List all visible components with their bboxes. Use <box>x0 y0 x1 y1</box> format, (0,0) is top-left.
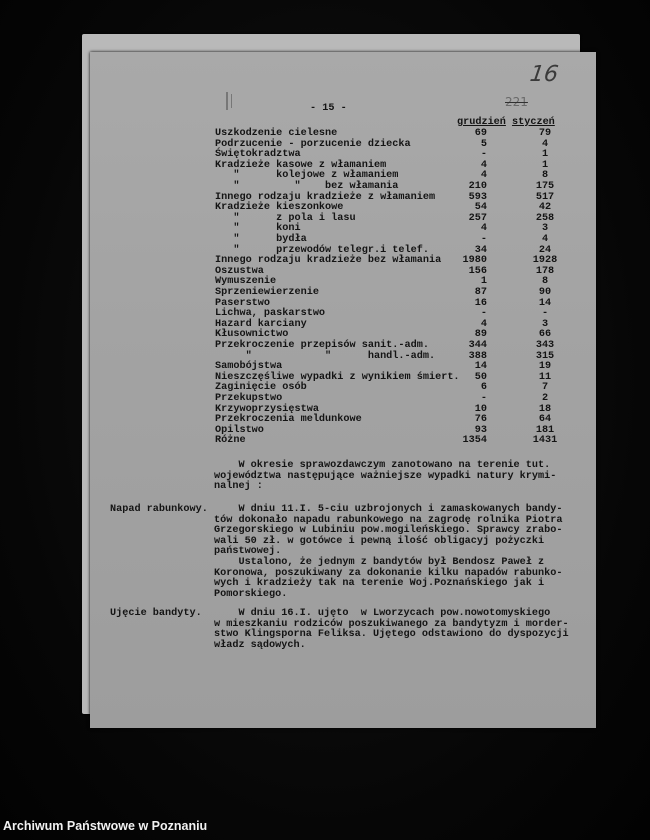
value-december: 4 <box>480 318 487 330</box>
value-december: 5 <box>480 138 487 150</box>
row-label: Podrzucenie - porzucenie dziecka <box>215 138 411 150</box>
value-january: 90 <box>538 287 552 298</box>
row-label: Samobójstwa <box>215 361 283 373</box>
value-december: - <box>480 308 487 320</box>
value-january: 258 <box>535 212 555 224</box>
value-january: 517 <box>535 191 555 203</box>
table-row <box>215 415 565 426</box>
value-january: 315 <box>535 350 555 362</box>
value-december: 593 <box>468 191 487 203</box>
value-december: 50 <box>474 371 487 383</box>
paragraph-line: województwa następujące ważniejsze wypadki natury krymi- <box>214 470 557 482</box>
value-january: 11 <box>538 371 552 383</box>
archive-label: Archiwum Państwowe w Poznaniu <box>3 819 208 833</box>
value-january: 3 <box>541 318 549 330</box>
section-line: W dniu 11.I. 5-ciu uzbrojonych i zamaskowanych bandy- <box>214 504 563 515</box>
row-label: Przekroczenie przepisów sanit.-adm. <box>215 340 429 351</box>
table-row <box>215 288 565 299</box>
row-label: Przekupstwo <box>215 393 283 404</box>
value-december: 76 <box>474 414 487 426</box>
row-label: Opilstwo <box>215 424 264 436</box>
value-december: 6 <box>480 382 487 394</box>
paragraph-line: W okresie sprawozdawczym zanotowano na terenie tut. <box>214 460 551 471</box>
value-december: 210 <box>468 181 487 192</box>
value-january: 4 <box>541 234 549 245</box>
row-label: Krzywoprzysięstwa <box>215 403 319 415</box>
table-row <box>215 129 565 140</box>
table-row <box>215 256 565 267</box>
row-label: " koni <box>215 223 301 235</box>
row-label: Paserstwo <box>215 297 271 309</box>
value-january: 1 <box>541 159 549 171</box>
value-january: 3 <box>541 223 549 235</box>
value-january: 343 <box>535 340 555 351</box>
value-january: 79 <box>538 128 552 139</box>
value-december: 93 <box>474 424 487 436</box>
section-line: w mieszkaniu rodziców poszukiwanego za bandytyzm i morder- <box>214 618 569 630</box>
row-label: Zaginięcie osób <box>215 382 307 394</box>
value-january: - <box>541 308 549 320</box>
section-line: państwowej. <box>214 546 282 558</box>
value-december: 14 <box>474 361 487 373</box>
table-row <box>215 341 565 352</box>
value-december: 87 <box>474 287 487 298</box>
value-january: 1928 <box>532 255 558 267</box>
row-label: " " bez włamania <box>215 181 399 192</box>
value-january: 4 <box>541 138 549 150</box>
section-heading: Napad rabunkowy. <box>110 504 208 515</box>
struck-folio-number: 221 <box>505 95 528 109</box>
value-january: 1 <box>541 149 549 161</box>
row-label: " przewodów telegr.i telef. <box>215 244 429 256</box>
value-january: 178 <box>535 265 555 277</box>
value-january: 18 <box>538 403 552 415</box>
value-december: 16 <box>474 297 487 309</box>
value-january: 2 <box>541 393 549 404</box>
pencil-mark <box>231 94 232 108</box>
value-december: 257 <box>468 212 487 224</box>
row-label: " bydła <box>215 234 307 245</box>
section-heading: Ujęcie bandyty. <box>110 608 202 619</box>
row-label: " kolejowe z włamaniem <box>215 170 399 182</box>
section-line: Ustalono, że jednym z bandytów był Bendosz Paweł z <box>214 557 545 568</box>
row-label: Wymuszenie <box>215 276 277 288</box>
row-label: Kłusownictwo <box>215 329 289 341</box>
section-line: stwo Klingsporna Feliksa. Ujętego odstawiono do dyspozycji <box>214 629 569 641</box>
value-december: 34 <box>474 244 487 256</box>
row-label: Przekroczenia meldunkowe <box>215 414 362 426</box>
column-header-december: grudzień <box>457 117 506 128</box>
value-december: 1 <box>480 276 487 288</box>
row-label: Różne <box>215 435 246 447</box>
value-december: 69 <box>474 128 487 139</box>
column-header-january: styczeń <box>512 117 555 128</box>
value-january: 1431 <box>532 435 558 447</box>
value-december: - <box>480 234 487 245</box>
row-label: Innego rodzaju kradzieże z włamaniem <box>215 191 436 203</box>
value-january: 42 <box>538 202 552 214</box>
row-label: " z pola i lasu <box>215 212 356 224</box>
row-label: Nieszczęśliwe wypadki z wynikiem śmiert. <box>215 371 460 383</box>
section-line: Pomorskiego. <box>214 588 288 600</box>
value-december: 10 <box>474 403 487 415</box>
value-december: 4 <box>480 159 487 171</box>
folio-number: 16 <box>528 62 560 87</box>
value-december: 54 <box>474 202 487 214</box>
row-label: Świętokradztwa <box>215 149 301 161</box>
value-january: 19 <box>538 361 552 373</box>
table-row <box>215 235 565 246</box>
page-number: - 15 - <box>310 103 347 114</box>
row-label: Sprzeniewierzenie <box>215 287 319 298</box>
row-label: Oszustwa <box>215 265 264 277</box>
section-line: Grzegorskiego w Lubiniu pow.mogileńskiego. Sprawcy zrabo- <box>214 525 563 537</box>
value-december: 4 <box>480 223 487 235</box>
value-january: 64 <box>538 414 552 426</box>
value-december: 344 <box>468 340 487 351</box>
section-line: wych i kradzieży tak na terenie Woj.Poznańskiego jak i <box>214 578 545 590</box>
value-january: 8 <box>541 276 549 288</box>
table-row <box>215 394 565 405</box>
value-january: 24 <box>538 244 552 256</box>
value-january: 175 <box>535 181 555 192</box>
value-december: 1980 <box>462 255 487 267</box>
row-label: " " handl.-adm. <box>215 350 436 362</box>
row-label: Uszkodzenie cielesne <box>215 128 338 139</box>
value-december: 89 <box>474 329 487 341</box>
row-label: Innego rodzaju kradzieże bez włamania <box>215 255 442 267</box>
table-row <box>215 426 565 437</box>
value-january: 181 <box>535 424 555 436</box>
row-label: Kradzieże kieszonkowe <box>215 202 344 214</box>
row-label: Kradzieże kasowe z włamaniem <box>215 159 387 171</box>
section-line: W dniu 16.I. ujęto w Lworzycach pow.nowotomyskiego <box>214 608 551 619</box>
row-label: Hazard karciany <box>215 318 307 330</box>
section-line: tów dokonało napadu rabunkowego na zagrodę rolnika Piotra <box>214 514 563 526</box>
value-december: - <box>480 149 487 161</box>
section-line: wali 50 zł. w gotówce i pewną ilość obligacyj pożyczki <box>214 535 545 547</box>
table-row <box>215 182 565 193</box>
row-label: Lichwa, paskarstwo <box>215 308 326 320</box>
table-row <box>215 436 565 447</box>
paragraph-line: nalnej : <box>214 481 263 493</box>
section-line: władz sądowych. <box>214 639 306 651</box>
value-december: 156 <box>468 265 487 277</box>
value-january: 66 <box>538 329 552 341</box>
value-december: 1354 <box>462 435 487 447</box>
pencil-mark <box>226 92 228 110</box>
section-line: Koronowa, poszukiwany za dokonanie kilku napadów rabunko- <box>214 567 563 579</box>
value-january: 7 <box>541 382 549 394</box>
value-january: 8 <box>541 170 549 182</box>
value-december: - <box>480 393 487 404</box>
value-december: 388 <box>468 350 487 362</box>
value-january: 14 <box>538 297 552 309</box>
value-december: 4 <box>480 170 487 182</box>
